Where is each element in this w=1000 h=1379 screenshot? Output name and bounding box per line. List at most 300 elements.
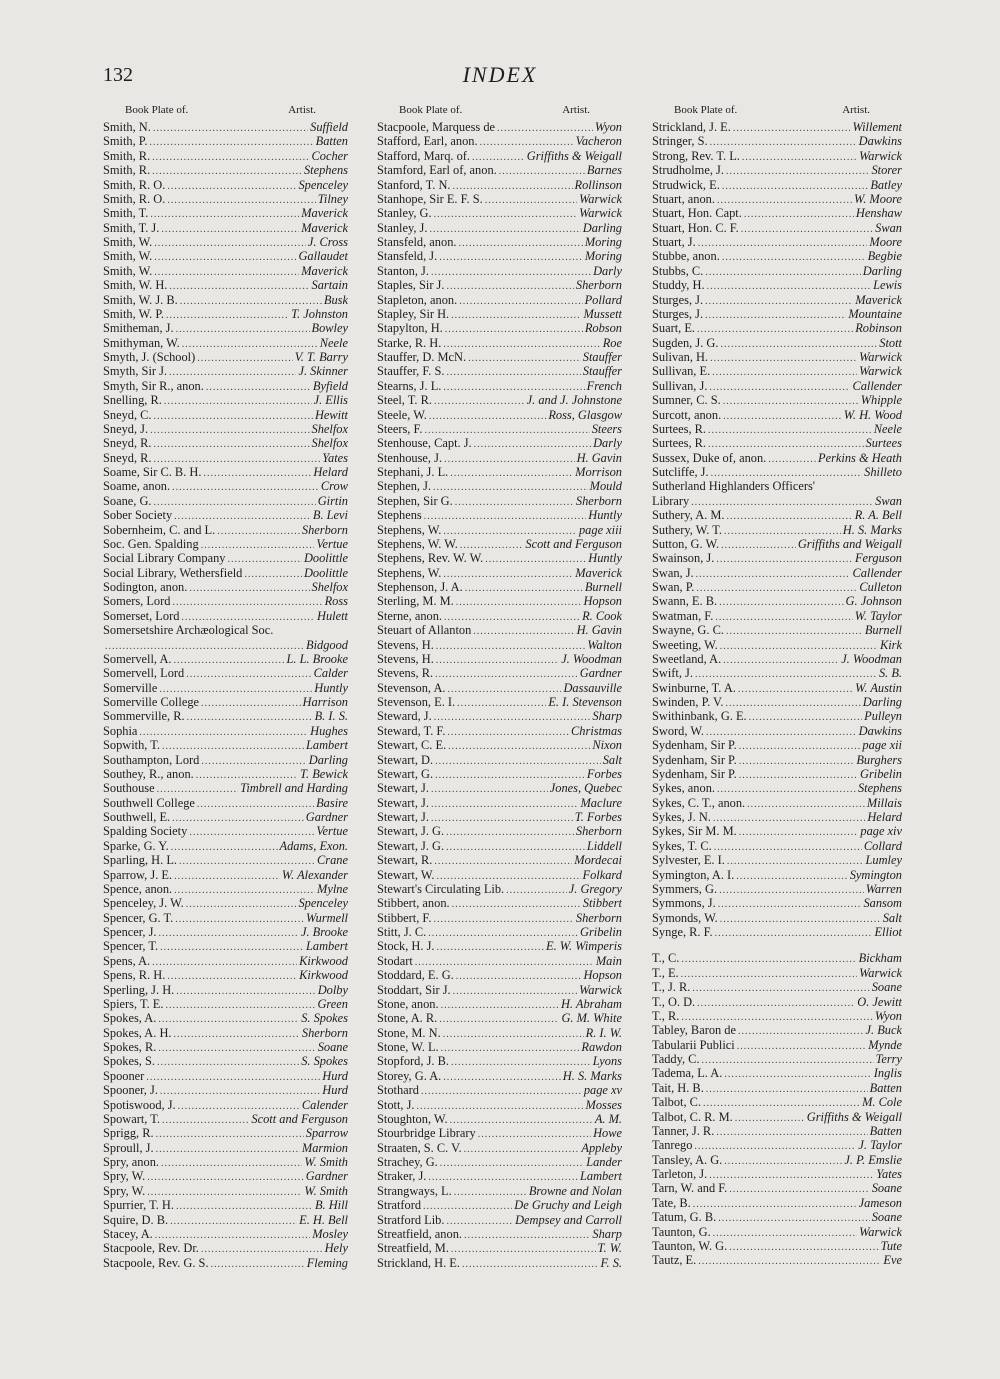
entry-artist: Moring bbox=[584, 249, 622, 264]
index-entry bbox=[103, 465, 348, 479]
index-entry bbox=[103, 206, 348, 220]
index-entry bbox=[103, 235, 348, 249]
entry-name: Sykes, T. C. bbox=[652, 838, 712, 853]
index-entry bbox=[652, 1153, 902, 1167]
entry-artist: Darly bbox=[593, 263, 622, 278]
index-entry bbox=[103, 537, 348, 551]
index-entry bbox=[103, 1069, 348, 1083]
entry-name: Somervell, Lord bbox=[103, 666, 185, 681]
entry-name: T., J. R. bbox=[652, 980, 691, 995]
entry-artist: Willement bbox=[852, 120, 902, 134]
entry-artist: Moore bbox=[869, 235, 902, 249]
entry-artist: S. B. bbox=[878, 666, 902, 681]
leader-dots bbox=[457, 697, 546, 709]
leader-dots bbox=[446, 280, 573, 292]
entry-name: Spry, anon. bbox=[103, 1155, 159, 1169]
entry-name: Tait, H. B. bbox=[652, 1080, 704, 1095]
leader-dots bbox=[446, 1215, 513, 1227]
entry-name: Smith, W. bbox=[103, 249, 153, 264]
entry-artist: Roe bbox=[602, 335, 622, 350]
leader-dots bbox=[739, 755, 855, 767]
index-entry bbox=[652, 896, 902, 910]
entry-name: Stacey, A. bbox=[103, 1226, 153, 1241]
leader-dots bbox=[153, 122, 308, 134]
entry-name: Spence, anon. bbox=[103, 881, 173, 896]
leader-dots bbox=[693, 1198, 857, 1210]
leader-dots bbox=[705, 266, 860, 278]
entry-artist: J. Brooke bbox=[300, 925, 348, 939]
entry-name: Sykes, J. N. bbox=[652, 810, 711, 824]
index-entry bbox=[377, 192, 622, 206]
leader-dots bbox=[164, 395, 312, 407]
index-entry bbox=[377, 623, 622, 637]
entry-artist: T. Bewick bbox=[300, 766, 348, 781]
entry-artist: Yates bbox=[876, 1167, 902, 1181]
leader-dots bbox=[429, 410, 546, 422]
entry-name: Stauffer, F. S. bbox=[377, 364, 445, 379]
index-entry bbox=[377, 824, 622, 838]
index-entry bbox=[377, 781, 622, 795]
leader-dots bbox=[708, 438, 863, 450]
entry-artist: Warwick bbox=[579, 206, 622, 221]
index-entry bbox=[652, 623, 902, 637]
entry-name: Social Library, Wethersfield bbox=[103, 565, 243, 580]
index-entry bbox=[377, 235, 622, 249]
index-entry bbox=[652, 1095, 902, 1109]
leader-dots bbox=[105, 640, 304, 652]
entry-name: Stibbert, anon. bbox=[377, 896, 450, 911]
entry-name: Spokes, A. H. bbox=[103, 1025, 172, 1040]
index-entry bbox=[103, 566, 348, 580]
entry-name: Sullivan, J. bbox=[652, 378, 708, 393]
entry-name: Studdy, H. bbox=[652, 278, 705, 293]
leader-dots bbox=[446, 841, 585, 853]
index-entry bbox=[652, 293, 902, 307]
entry-artist: Spenceley bbox=[298, 896, 348, 911]
index-entry bbox=[652, 709, 902, 723]
index-entry bbox=[103, 364, 348, 378]
index-entry bbox=[103, 163, 348, 177]
entry-artist: Sherborn bbox=[575, 278, 622, 293]
entry-name: Stuart, Hon. C. F. bbox=[652, 220, 739, 235]
leader-dots bbox=[713, 812, 865, 824]
index-entry bbox=[103, 1155, 348, 1169]
entry-artist: Salt bbox=[882, 910, 902, 925]
leader-dots bbox=[424, 424, 589, 436]
entry-artist: Hewitt bbox=[314, 407, 348, 422]
entry-name: Talbot, C. bbox=[652, 1095, 702, 1110]
leader-dots bbox=[720, 338, 877, 350]
leader-dots bbox=[706, 1083, 868, 1095]
entry-artist: Sherborn bbox=[575, 824, 622, 839]
entry-name: Spalding Society bbox=[103, 824, 188, 839]
bookplate-header: Book Plate of. bbox=[399, 104, 463, 116]
leader-dots bbox=[708, 424, 872, 436]
leader-dots bbox=[696, 568, 851, 580]
entry-name: Swinburne, T. A. bbox=[652, 680, 736, 695]
entry-artist: J. Buck bbox=[865, 1023, 902, 1038]
leader-dots bbox=[447, 726, 569, 738]
entry-name: Stearns, J. L. bbox=[377, 378, 442, 393]
entry-name: Taddy, C. bbox=[652, 1052, 700, 1066]
leader-dots bbox=[713, 1227, 857, 1239]
index-entry bbox=[377, 738, 622, 752]
entry-name: Stone, M. N. bbox=[377, 1025, 441, 1040]
entry-artist: Shelfox bbox=[311, 436, 348, 451]
leader-dots bbox=[452, 898, 581, 910]
entry-artist: Rawdon bbox=[581, 1040, 622, 1054]
index-entry bbox=[377, 868, 622, 882]
index-entry bbox=[103, 724, 348, 738]
index-entry bbox=[652, 868, 902, 882]
index-entry bbox=[652, 925, 902, 939]
entry-name: Tatum, G. B. bbox=[652, 1210, 717, 1225]
index-entry bbox=[652, 753, 902, 767]
leader-dots bbox=[211, 1258, 305, 1270]
leader-dots bbox=[499, 165, 585, 177]
index-entry bbox=[652, 666, 902, 680]
index-entry bbox=[103, 1054, 348, 1068]
entry-artist: Kirkwood bbox=[299, 968, 348, 983]
entry-artist: Doolittle bbox=[303, 565, 348, 580]
leader-dots bbox=[716, 553, 853, 565]
page-title: INDEX bbox=[462, 62, 538, 87]
entry-name: Stopford, J. B. bbox=[377, 1054, 449, 1069]
entry-name: Smithyman, W. bbox=[103, 335, 180, 350]
index-entry bbox=[652, 839, 902, 853]
leader-dots bbox=[694, 1140, 856, 1152]
leader-dots bbox=[697, 323, 853, 335]
entry-artist: Inglis bbox=[873, 1066, 902, 1081]
entry-name: Sweeting, W. bbox=[652, 637, 718, 652]
index-entry bbox=[377, 379, 622, 393]
entry-artist: Dolby bbox=[317, 982, 348, 997]
leader-dots bbox=[736, 870, 847, 882]
entry-name: Symmons, J. bbox=[652, 896, 716, 911]
entry-artist: Browne and Nolan bbox=[528, 1183, 622, 1198]
index-entry bbox=[103, 1141, 348, 1155]
leader-dots bbox=[459, 295, 582, 307]
index-entry bbox=[103, 1126, 348, 1140]
leader-dots bbox=[196, 769, 298, 781]
entry-artist: Spenceley bbox=[298, 177, 348, 192]
column-header bbox=[103, 102, 348, 120]
entry-artist: Begbie bbox=[867, 249, 902, 264]
index-entry bbox=[652, 494, 902, 508]
entry-name: Stenhouse, J. bbox=[377, 450, 443, 465]
entry-artist: Ross bbox=[324, 594, 348, 609]
entry-name: Spry, W. bbox=[103, 1183, 146, 1198]
leader-dots bbox=[421, 1085, 582, 1097]
leader-dots bbox=[451, 1243, 596, 1255]
entry-artist: Harrison bbox=[302, 695, 348, 709]
entry-artist: Darling bbox=[862, 263, 902, 278]
artist-header: Artist. bbox=[562, 104, 590, 116]
entry-artist: Symington bbox=[849, 867, 902, 882]
entry-name: Suthery, W. T. bbox=[652, 522, 722, 537]
index-entry bbox=[103, 278, 348, 292]
leader-dots bbox=[178, 1100, 300, 1112]
leader-dots bbox=[203, 467, 311, 479]
entry-artist: Barnes bbox=[586, 163, 622, 178]
index-entry bbox=[377, 853, 622, 867]
index-entry bbox=[103, 1213, 348, 1227]
entry-artist: Maverick bbox=[301, 263, 348, 278]
leader-dots bbox=[165, 999, 315, 1011]
index-entry bbox=[652, 278, 902, 292]
entry-name: Stitt, J. C. bbox=[377, 925, 427, 939]
index-entry bbox=[377, 839, 622, 853]
entry-name: Swayne, G. C. bbox=[652, 623, 724, 638]
leader-dots bbox=[201, 539, 315, 551]
index-entry bbox=[377, 925, 622, 939]
leader-dots bbox=[478, 1128, 591, 1140]
leader-dots bbox=[705, 309, 846, 321]
entry-artist: Sansom bbox=[863, 896, 902, 911]
index-entry bbox=[377, 1098, 622, 1112]
index-entry bbox=[652, 149, 902, 163]
entry-artist: Ross, Glasgow bbox=[548, 407, 622, 422]
entry-name: Swan, P. bbox=[652, 580, 695, 594]
entry-artist: Doolittle bbox=[303, 551, 348, 566]
entry-artist: Mordecai bbox=[574, 853, 622, 868]
leader-dots bbox=[451, 1056, 591, 1068]
entry-name: Stephen, J. bbox=[377, 479, 432, 494]
index-entry bbox=[652, 724, 902, 738]
leader-dots bbox=[722, 180, 869, 192]
entry-name: Stothard bbox=[377, 1083, 419, 1098]
index-entry bbox=[103, 379, 348, 393]
leader-dots bbox=[723, 410, 842, 422]
entry-artist: Stephens bbox=[857, 781, 902, 796]
leader-dots bbox=[462, 1258, 599, 1270]
entry-name: Tansley, A. G. bbox=[652, 1152, 723, 1167]
index-entry bbox=[103, 393, 348, 407]
index-entry bbox=[103, 1040, 348, 1054]
index-entry bbox=[652, 951, 902, 965]
leader-dots bbox=[739, 769, 858, 781]
entry-name: Stock, H. J. bbox=[377, 939, 435, 954]
leader-dots bbox=[435, 755, 601, 767]
index-entry bbox=[103, 451, 348, 465]
entry-name: Stone, anon. bbox=[377, 996, 439, 1011]
entry-artist: Hulett bbox=[317, 608, 348, 623]
leader-dots bbox=[158, 1042, 315, 1054]
entry-artist: Hurd bbox=[322, 1083, 348, 1098]
index-entry bbox=[652, 1225, 902, 1239]
entry-artist: E. W. Wimperis bbox=[546, 939, 622, 954]
index-entry bbox=[103, 681, 348, 695]
entry-artist: Girtin bbox=[317, 493, 348, 508]
leader-dots bbox=[172, 596, 322, 608]
entry-name: Stephens, Rev. W. W. bbox=[377, 551, 484, 566]
leader-dots bbox=[176, 985, 315, 997]
entry-name: Spencer, J. bbox=[103, 925, 157, 939]
index-entry bbox=[652, 1181, 902, 1195]
entry-name: Smith, N. bbox=[103, 120, 151, 134]
index-entry bbox=[377, 896, 622, 910]
entry-name: Stewart, J. G. bbox=[377, 824, 445, 839]
entry-artist: Helard bbox=[313, 465, 348, 479]
entry-name: Steers, F. bbox=[377, 421, 423, 436]
index-entry bbox=[103, 1256, 348, 1270]
leader-dots bbox=[160, 1085, 320, 1097]
index-entry bbox=[103, 882, 348, 896]
leader-dots bbox=[443, 525, 577, 537]
entry-name: Sussex, Duke of, anon. bbox=[652, 450, 767, 465]
entry-name: Strickland, H. E. bbox=[377, 1255, 460, 1270]
index-entry bbox=[652, 995, 902, 1009]
entry-name: Sparrow, J. E. bbox=[103, 867, 173, 882]
leader-dots bbox=[172, 812, 304, 824]
index-entry bbox=[652, 479, 902, 493]
leader-dots bbox=[431, 812, 573, 824]
index-entry bbox=[103, 580, 348, 594]
entry-name: Stansfeld, J. bbox=[377, 249, 438, 264]
entry-name: Stoughton, W. bbox=[377, 1111, 448, 1126]
leader-dots bbox=[455, 496, 574, 508]
entry-artist: Gribelin bbox=[580, 925, 622, 939]
entry-name: Stamford, Earl of, anon. bbox=[377, 163, 497, 178]
leader-dots bbox=[161, 1157, 302, 1169]
entry-artist: Dempsey and Carroll bbox=[515, 1212, 622, 1227]
entry-artist: Swan bbox=[875, 220, 902, 235]
index-entry bbox=[377, 810, 622, 824]
entry-name: Spokes, R. bbox=[103, 1040, 157, 1054]
index-entry bbox=[103, 709, 348, 723]
leader-dots bbox=[468, 352, 581, 364]
entry-name: Tabley, Baron de bbox=[652, 1023, 736, 1038]
index-entry bbox=[377, 638, 622, 652]
entry-name: Stephenson, J. A. bbox=[377, 580, 463, 594]
entry-name: Steele, W. bbox=[377, 407, 427, 422]
leader-dots bbox=[434, 208, 577, 220]
index-entry bbox=[652, 192, 902, 206]
leader-dots bbox=[443, 338, 600, 350]
leader-dots bbox=[443, 1028, 584, 1040]
leader-dots bbox=[724, 1068, 871, 1080]
leader-dots bbox=[201, 1243, 323, 1255]
index-entry bbox=[652, 1167, 902, 1181]
entry-name: Stott, J. bbox=[377, 1097, 415, 1112]
leader-dots bbox=[428, 1171, 578, 1183]
leader-dots bbox=[473, 625, 574, 637]
entry-name: Stuart, Hon. Capt. bbox=[652, 206, 742, 221]
index-entry bbox=[652, 1009, 902, 1023]
index-entry bbox=[377, 724, 622, 738]
index-entry bbox=[377, 1083, 622, 1097]
entry-name: Sykes, Sir M. M. bbox=[652, 824, 737, 839]
leader-dots bbox=[710, 136, 857, 148]
entry-artist: W. Austin bbox=[855, 680, 902, 695]
index-entry bbox=[377, 1155, 622, 1169]
column-header bbox=[377, 102, 622, 120]
leader-dots bbox=[436, 640, 586, 652]
index-entry bbox=[377, 163, 622, 177]
entry-artist: Vertue bbox=[316, 536, 348, 551]
entry-artist: Henshaw bbox=[855, 206, 902, 221]
entry-name: Stringer, S. bbox=[652, 134, 708, 149]
entry-artist: Cocher bbox=[311, 148, 348, 163]
entry-name: Southwell College bbox=[103, 795, 195, 810]
leader-dots bbox=[707, 280, 872, 292]
index-entry bbox=[103, 149, 348, 163]
entry-name: Smith, T. bbox=[103, 206, 149, 221]
entry-name: Social Library Company bbox=[103, 551, 226, 566]
entry-artist: Soane bbox=[317, 1040, 348, 1054]
leader-dots bbox=[417, 1100, 584, 1112]
leader-dots bbox=[464, 1143, 580, 1155]
leader-dots bbox=[170, 1215, 297, 1227]
index-entry bbox=[652, 379, 902, 393]
entry-artist: Green bbox=[317, 996, 348, 1011]
index-entry bbox=[377, 307, 622, 321]
index-entry bbox=[103, 134, 348, 148]
entry-name: Sweetland, A. bbox=[652, 651, 722, 666]
entry-artist: Sherborn bbox=[301, 522, 348, 537]
entry-artist: Huntly bbox=[314, 680, 348, 695]
entry-name: Stanley, G. bbox=[377, 206, 432, 221]
leader-dots bbox=[720, 913, 881, 925]
entry-artist: Sherborn bbox=[575, 910, 622, 925]
leader-dots bbox=[169, 280, 309, 292]
entry-name: Sulivan, H. bbox=[652, 350, 709, 364]
index-entry bbox=[652, 264, 902, 278]
index-entry bbox=[652, 939, 902, 951]
index-entry bbox=[377, 221, 622, 235]
leader-dots bbox=[450, 1114, 593, 1126]
leader-dots bbox=[431, 798, 579, 810]
entry-artist: Warren bbox=[865, 881, 902, 896]
entry-artist: Stauffer bbox=[582, 364, 622, 379]
entry-name: Starke, R. H. bbox=[377, 335, 442, 350]
entry-artist: Liddell bbox=[586, 838, 622, 853]
entry-artist: G. M. White bbox=[561, 1011, 622, 1026]
index-entry bbox=[377, 264, 622, 278]
entry-artist: J. Gregory bbox=[568, 881, 622, 896]
entry-artist: W. Smith bbox=[304, 1155, 348, 1169]
entry-name: Taunton, G. bbox=[652, 1224, 711, 1239]
entry-artist: O. Jewitt bbox=[857, 994, 902, 1009]
entry-artist: S. Spokes bbox=[301, 1054, 348, 1069]
entry-artist: Batten bbox=[869, 1123, 902, 1138]
index-entry bbox=[103, 1112, 348, 1126]
index-entry bbox=[377, 393, 622, 407]
leader-dots bbox=[149, 136, 313, 148]
index-entry bbox=[377, 537, 622, 551]
entry-artist: Warwick bbox=[579, 982, 622, 997]
entry-name: Stibbert, F. bbox=[377, 910, 432, 925]
entry-name: Swinden, P. V. bbox=[652, 695, 724, 709]
index-entry bbox=[103, 1011, 348, 1025]
entry-name: Symmers, G. bbox=[652, 881, 718, 896]
entry-artist: Vertue bbox=[316, 824, 348, 839]
entry-name: Stone, W. L. bbox=[377, 1040, 439, 1054]
entry-artist: F. S. bbox=[600, 1255, 622, 1270]
leader-dots bbox=[456, 596, 582, 608]
leader-dots bbox=[705, 295, 853, 307]
index-entry bbox=[103, 609, 348, 623]
entry-name: Soame, Sir C. B. H. bbox=[103, 465, 202, 479]
entry-name: Sneyd, C. bbox=[103, 407, 152, 422]
leader-dots bbox=[152, 956, 297, 968]
index-entry bbox=[103, 1184, 348, 1198]
index-entry bbox=[652, 824, 902, 838]
index-entry bbox=[103, 422, 348, 436]
entry-artist: Callender bbox=[852, 378, 902, 393]
entry-name: T., E. bbox=[652, 965, 679, 980]
leader-dots bbox=[439, 1013, 559, 1025]
